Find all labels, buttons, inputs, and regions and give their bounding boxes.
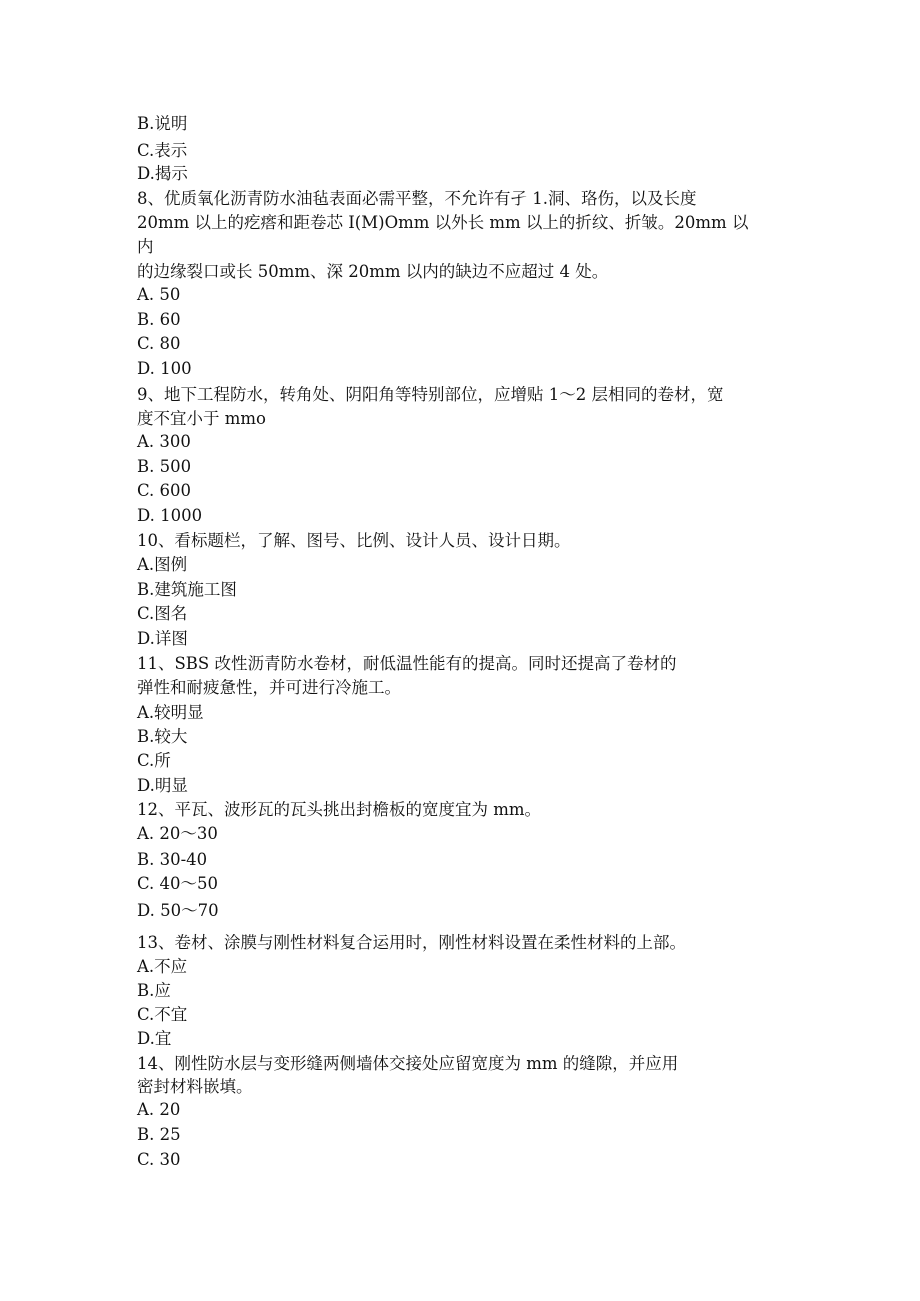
question-9-option-b: B. 500 [137,457,192,476]
question-10-option-b: B.建筑施工图 [137,580,237,599]
question-11-option-d: D.明显 [137,776,188,795]
question-8-line-1: 8、优质氧化沥青防水油毡表面必需平整，不允许有孑 1.洞、珞伤，以及长度 [137,189,697,208]
question-8-line-4: 的边缘裂口或长 50mm、深 20mm 以内的缺边不应超过 4 处。 [137,262,609,281]
question-13-text: 13、卷材、涂膜与刚性材料复合运用时，刚性材料设置在柔性材料的上部。 [137,933,686,952]
question-8-line-3: 内 [137,237,154,256]
question-9-option-d: D. 1000 [137,506,203,525]
question-12-option-d: D. 50～70 [137,901,219,920]
question-11-option-c: C.所 [137,751,171,770]
question-9-option-c: C. 600 [137,481,192,500]
question-13-option-b: B.应 [137,981,171,1000]
option-c-biaoshi: C.表示 [137,141,188,160]
question-14-option-a: A. 20 [137,1100,181,1119]
question-14-option-b: B. 25 [137,1125,181,1144]
question-9-option-a: A. 300 [137,432,191,451]
question-10-option-a: A.图例 [137,555,188,574]
option-d-jieshi: D.揭示 [137,164,188,183]
question-14-line-1: 14、刚性防水层与变形缝两侧墙体交接处应留宽度为 mm 的缝隙，并应用 [137,1054,679,1073]
question-12-text: 12、平瓦、波形瓦的瓦头挑出封檐板的宽度宜为 mm。 [137,800,542,819]
question-8-option-d: D. 100 [137,359,192,378]
question-8-line-2: 20mm 以上的疙瘩和距卷芯 I(M)Omm 以外长 mm 以上的折纹、折皱。20mm 以 [137,213,749,232]
question-12-option-a: A. 20～30 [137,824,218,843]
question-14-line-2: 密封材料嵌填。 [137,1077,253,1096]
question-11-option-b: B.较大 [137,727,188,746]
question-10-option-d: D.详图 [137,629,188,648]
question-14-option-c: C. 30 [137,1150,181,1169]
question-13-option-d: D.宜 [137,1029,172,1048]
question-11-option-a: A.较明显 [137,703,204,722]
question-8-option-a: A. 50 [137,285,181,304]
question-13-option-a: A.不应 [137,957,188,976]
option-b-shuoming: B.说明 [137,114,188,133]
question-13-option-c: C.不宜 [137,1005,188,1024]
question-10-text: 10、看标题栏，了解、图号、比例、设计人员、设计日期。 [137,531,571,550]
question-10-option-c: C.图名 [137,604,188,623]
question-8-option-b: B. 60 [137,310,181,329]
question-11-line-2: 弹性和耐疲惫性，并可进行冷施工。 [137,678,401,697]
question-8-option-c: C. 80 [137,334,181,353]
question-11-line-1: 11、SBS 改性沥青防水卷材，耐低温性能有的提高。同时还提高了卷材的 [137,654,677,673]
question-12-option-b: B. 30-40 [137,850,208,869]
question-9-line-2: 度不宜小于 mmo [137,409,266,428]
question-12-option-c: C. 40～50 [137,874,219,893]
question-9-line-1: 9、地下工程防水，转角处、阴阳角等特别部位，应增贴 1～2 层相同的卷材，宽 [137,385,724,404]
